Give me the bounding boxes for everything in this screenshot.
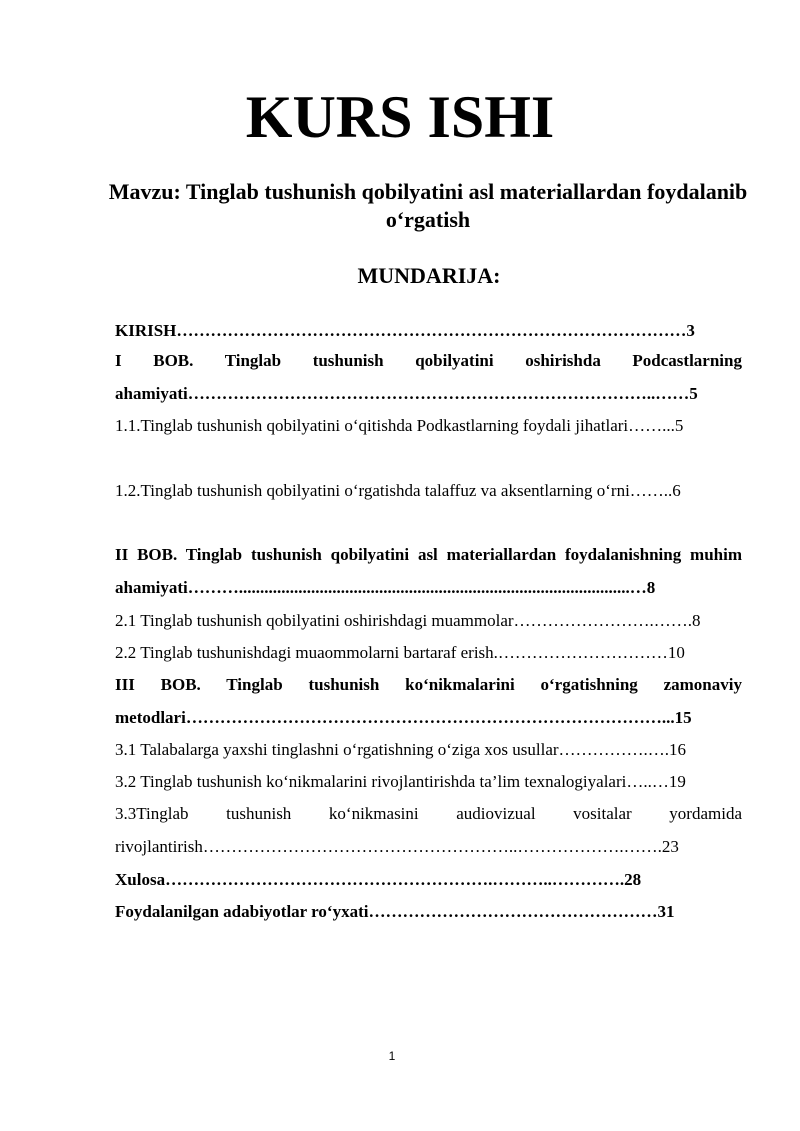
- page-number: 1: [388, 1049, 396, 1063]
- toc-entry-xulosa: Xulosa………………………………………………….………..………….28: [115, 870, 642, 889]
- toc-entry-section-3-1: 3.1 Talabalarga yaxshi tinglashni o‘rgatishning o‘ziga xos usullar…………….….16: [115, 740, 687, 759]
- toc-entry-kirish: KIRISH………………………………………………………………………………3: [115, 321, 695, 340]
- document-subject: Mavzu: Tinglab tushunish qobilyatini asl materiallardan foydalanib o‘rgatish: [108, 179, 748, 232]
- toc-entry-chapter-3: III BOB. Tinglab tushunish ko‘nikmalarini o‘rgatishning zamonaviy metodlari…………………………………………………………………………...15: [115, 675, 742, 727]
- toc-entry-section-3-3: 3.3Tinglab tushunish ko‘nikmasini audiovizual vositalar yordamida rivojlantirish………………………………………………..……………….…….23: [115, 804, 742, 856]
- toc-entry-section-1-1: 1.1.Tinglab tushunish qobilyatini o‘qitishda Podkastlarning foydali jihatlari……...5: [115, 416, 684, 435]
- toc-entry-section-2-2: 2.2 Tinglab tushunishdagi muaommolarni bartaraf erish.…………………………10: [115, 643, 685, 662]
- toc-entry-section-1-2: 1.2.Tinglab tushunish qobilyatini o‘rgatishda talaffuz va aksentlarning o‘rni……..6: [115, 481, 681, 500]
- toc-heading: MUNDARIJA:: [357, 263, 501, 288]
- toc-entry-references: Foydalanilgan adabiyotlar ro‘yxati……………………………………………31: [115, 902, 675, 921]
- toc-entry-chapter-2: II BOB. Tinglab tushunish qobilyatini asl materiallardan foydalanishning muhim ahamiyati………............................................................................................…8: [115, 545, 742, 597]
- toc-entry-section-3-2: 3.2 Tinglab tushunish ko‘nikmalarini rivojlantirishda ta’lim texnalogiyalari…..…19: [115, 772, 686, 791]
- document-title: KURS ISHI: [245, 84, 555, 150]
- toc-entry-section-2-1: 2.1 Tinglab tushunish qobilyatini oshirishdagi muammolar…………………….…….8: [115, 611, 701, 630]
- toc-entry-chapter-1: I BOB. Tinglab tushunish qobilyatini oshirishda Podcastlarning ahamiyati………………………………………………………………………..……5: [115, 351, 742, 403]
